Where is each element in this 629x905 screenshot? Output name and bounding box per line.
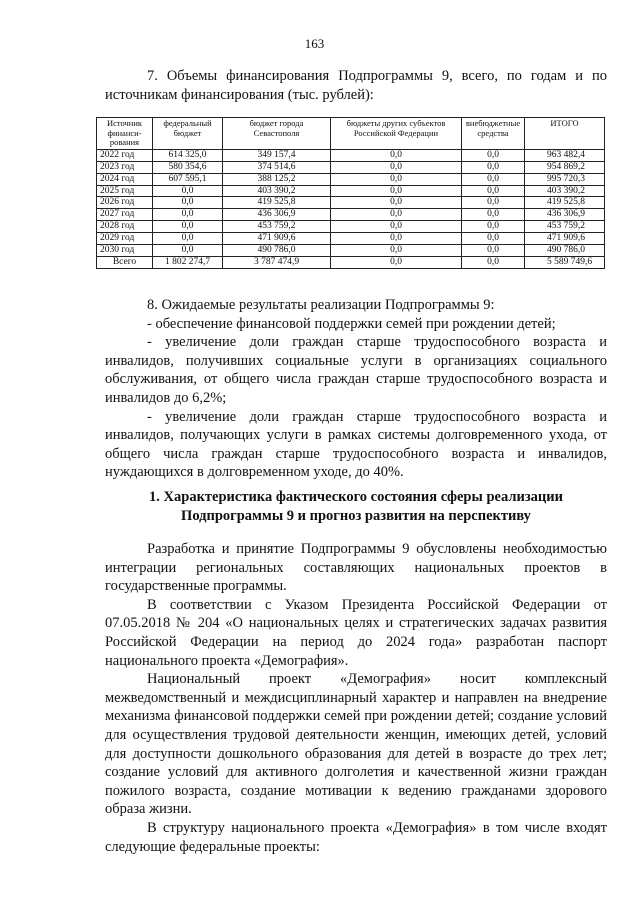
table-row (97, 233, 605, 245)
cell-sevastopol: 471 909,6 (223, 233, 331, 245)
cell-federal: 0,0 (153, 197, 223, 209)
col-header-total: ИТОГО (525, 118, 605, 150)
cell-year: 2027 год (97, 209, 153, 221)
cell-extrabudget: 0,0 (462, 161, 525, 173)
cell-sevastopol: 453 759,2 (223, 221, 331, 233)
cell-other-subjects: 0,0 (331, 256, 462, 268)
body-paragraph: Национальный проект «Демография» носит комплексный межведомственный и междисциплинарный характер и направлен на внедрение механизма финансовой поддержки семей при рождении детей; создание условий для осуществления трудовой деятельности женщин, имеющих детей, условий для доступности дошкольного образования для детей в возрасте до трех лет; создание условий для активного долголетия и качественной жизни граждан пожилого возраста, создание мотивации к ведению гражданами здорового образа жизни. (105, 671, 607, 818)
table-row (97, 197, 605, 209)
cell-extrabudget: 0,0 (462, 173, 525, 185)
cell-total: 490 786,0 (525, 245, 605, 257)
cell-other-subjects: 0,0 (331, 173, 462, 185)
cell-federal: 0,0 (153, 245, 223, 257)
cell-federal: 580 354,6 (153, 161, 223, 173)
cell-extrabudget: 0,0 (462, 245, 525, 257)
cell-sevastopol: 3 787 474,9 (223, 256, 331, 268)
cell-total: 995 720,3 (525, 173, 605, 185)
cell-federal: 1 802 274,7 (153, 256, 223, 268)
cell-other-subjects: 0,0 (331, 149, 462, 161)
cell-year: 2022 год (97, 149, 153, 161)
cell-federal: 614 325,0 (153, 149, 223, 161)
cell-federal: 0,0 (153, 209, 223, 221)
cell-other-subjects: 0,0 (331, 221, 462, 233)
cell-total: 403 390,2 (525, 185, 605, 197)
col-header-federal: федеральный бюджет (153, 118, 223, 150)
cell-sevastopol: 388 125,2 (223, 173, 331, 185)
cell-total: 453 759,2 (525, 221, 605, 233)
financing-table (96, 117, 605, 269)
cell-other-subjects: 0,0 (331, 233, 462, 245)
cell-extrabudget: 0,0 (462, 197, 525, 209)
cell-extrabudget: 0,0 (462, 149, 525, 161)
cell-other-subjects: 0,0 (331, 245, 462, 257)
col-header-source: Источник финанси-рования (97, 118, 153, 150)
cell-sevastopol: 349 157,4 (223, 149, 331, 161)
cell-sevastopol: 374 514,6 (223, 161, 331, 173)
cell-extrabudget: 0,0 (462, 185, 525, 197)
table-total-row (97, 256, 605, 268)
expected-result-item: - увеличение доли граждан старше трудоспособного возраста и инвалидов, получающих услуги в рамках системы долговременного ухода, от общего числа граждан старше трудоспособного возраста и инвалидов, нуждающихся в долговременном уходе, до 40%. (105, 408, 607, 481)
cell-year: 2023 год (97, 161, 153, 173)
cell-year: 2026 год (97, 197, 153, 209)
cell-year: 2024 год (97, 173, 153, 185)
table-row (97, 209, 605, 221)
section-heading-line-1: 1. Характеристика фактического состояния сферы реализации (149, 489, 563, 505)
expected-result-item: - увеличение доли граждан старше трудоспособного возраста и инвалидов, получивших социальные услуги в организациях социального обслуживания, от общего числа граждан старше трудоспособного возраста и инвалидов до 6,2%; (105, 334, 607, 406)
section-heading (105, 488, 607, 526)
cell-extrabudget: 0,0 (462, 209, 525, 221)
cell-other-subjects: 0,0 (331, 209, 462, 221)
table-header-row (97, 118, 605, 150)
cell-year: 2025 год (97, 185, 153, 197)
col-header-other-subjects: бюджеты других субъектов Российской Федерации (331, 118, 462, 150)
cell-federal: 0,0 (153, 221, 223, 233)
cell-sevastopol: 436 306,9 (223, 209, 331, 221)
cell-other-subjects: 0,0 (331, 197, 462, 209)
cell-other-subjects: 0,0 (331, 161, 462, 173)
cell-other-subjects: 0,0 (331, 185, 462, 197)
cell-federal: 0,0 (153, 185, 223, 197)
cell-federal: 0,0 (153, 233, 223, 245)
body-paragraph: Разработка и принятие Подпрограммы 9 обусловлены необходимостью интеграции региональных составляющих национальных проектов в государственные программы. (105, 541, 607, 595)
col-header-sevastopol: бюджет города Севастополя (223, 118, 331, 150)
cell-total: 5 589 749,6 (525, 256, 605, 268)
cell-sevastopol: 403 390,2 (223, 185, 331, 197)
cell-extrabudget: 0,0 (462, 256, 525, 268)
body-text (105, 540, 607, 856)
cell-total: 471 909,6 (525, 233, 605, 245)
cell-federal: 607 595,1 (153, 173, 223, 185)
section-7-text: 7. Объемы финансирования Подпрограммы 9, всего, по годам и по источникам финансирования (тыс. рублей): (105, 68, 607, 103)
table-row (97, 185, 605, 197)
table-row (97, 173, 605, 185)
body-paragraph: В структуру национального проекта «Демография» в том числе входят следующие федеральные проекты: (105, 819, 607, 855)
cell-year: 2028 год (97, 221, 153, 233)
cell-extrabudget: 0,0 (462, 233, 525, 245)
table-row (97, 245, 605, 257)
section-7 (105, 67, 607, 104)
table-row (97, 161, 605, 173)
cell-total: 436 306,9 (525, 209, 605, 221)
cell-year: 2030 год (97, 245, 153, 257)
cell-total-label: Всего (97, 256, 153, 268)
section-heading-line-2: Подпрограммы 9 и прогноз развития на перспективу (181, 508, 531, 524)
cell-total: 954 869,2 (525, 161, 605, 173)
cell-total: 963 482,4 (525, 149, 605, 161)
cell-sevastopol: 490 786,0 (223, 245, 331, 257)
section-8 (105, 296, 607, 482)
expected-result-item: - обеспечение финансовой поддержки семей при рождении детей; (147, 315, 556, 332)
table-row (97, 221, 605, 233)
table-row (97, 149, 605, 161)
cell-sevastopol: 419 525,8 (223, 197, 331, 209)
cell-total: 419 525,8 (525, 197, 605, 209)
cell-year: 2029 год (97, 233, 153, 245)
body-paragraph: В соответствии с Указом Президента Российской Федерации от 07.05.2018 № 204 «О национальных целях и стратегических задачах развития Российской Федерации на период до 2024 года» разработан паспорт национального проекта «Демография». (105, 596, 607, 669)
col-header-extrabudget: внебюджетные средства (462, 118, 525, 150)
section-8-title: 8. Ожидаемые результаты реализации Подпрограммы 9: (147, 297, 495, 313)
page-number: 163 (304, 36, 325, 51)
cell-extrabudget: 0,0 (462, 221, 525, 233)
